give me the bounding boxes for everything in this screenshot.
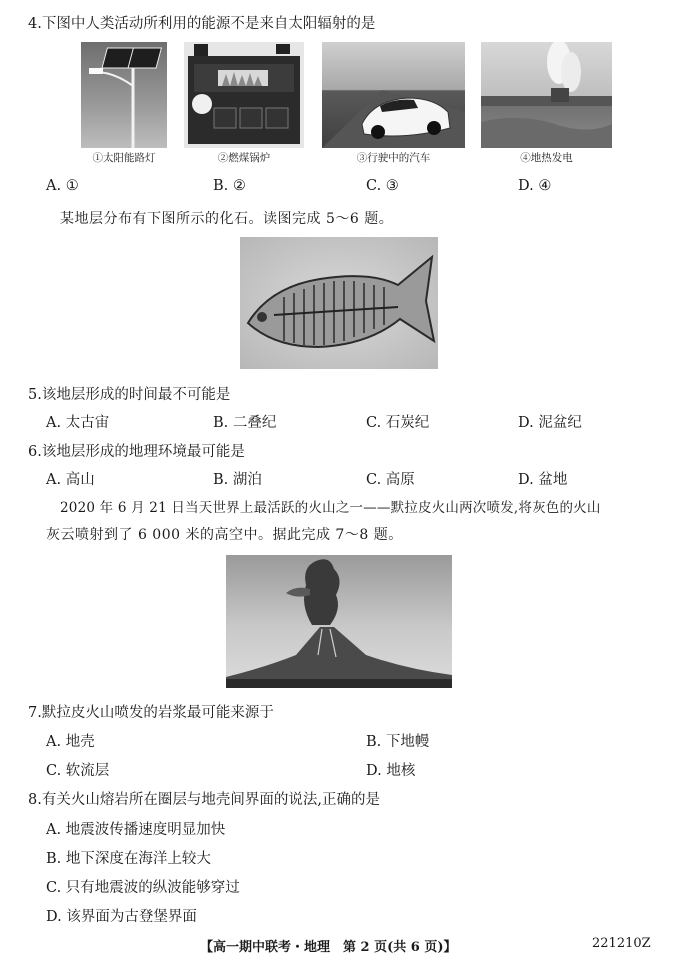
- q6-stem: 6.该地层形成的地理环境最可能是: [28, 444, 245, 460]
- intro-5-6: 某地层分布有下图所示的化石。读图完成 5～6 题。: [60, 211, 394, 227]
- q4-option-b[interactable]: B. ②: [213, 178, 246, 194]
- caption-2: ②燃煤锅炉: [217, 152, 271, 164]
- q4-option-a[interactable]: A. ①: [46, 178, 79, 194]
- q5-option-d[interactable]: D. 泥盆纪: [518, 415, 582, 431]
- q8-option-a[interactable]: A. 地震波传播速度明显加快: [46, 822, 226, 838]
- q5-option-a[interactable]: A. 太古宙: [46, 415, 110, 431]
- q6-option-a[interactable]: A. 高山: [46, 472, 95, 488]
- page-footer: 【高一期中联考・地理 第 2 页(共 6 页)】: [200, 940, 457, 955]
- volcano-eruption-image: [226, 555, 452, 688]
- q7-option-d[interactable]: D. 地核: [366, 763, 416, 779]
- intro-7-8-line1: 2020 年 6 月 21 日当天世界上最活跃的火山之一——默拉皮火山两次喷发,将灰色的火山: [60, 500, 601, 516]
- coal-boiler-image: [184, 42, 304, 148]
- q5-option-c[interactable]: C. 石炭纪: [366, 415, 430, 431]
- intro-7-8-line2: 灰云喷射到了 6 000 米的高空中。据此完成 7～8 题。: [46, 527, 403, 543]
- q6-option-b[interactable]: B. 湖泊: [213, 472, 262, 488]
- q8-stem: 8.有关火山熔岩所在圈层与地壳间界面的说法,正确的是: [28, 792, 380, 808]
- q7-option-b[interactable]: B. 下地幔: [366, 734, 430, 750]
- fish-fossil-image: [240, 237, 438, 369]
- q7-option-c[interactable]: C. 软流层: [46, 763, 110, 779]
- q8-option-d[interactable]: D. 该界面为古登堡界面: [46, 909, 197, 925]
- geothermal-plant-image: [481, 42, 612, 148]
- caption-3: ③行驶中的汽车: [356, 152, 431, 164]
- moving-car-image: [322, 42, 465, 148]
- caption-1: ①太阳能路灯: [92, 152, 156, 164]
- q6-option-c[interactable]: C. 高原: [366, 472, 415, 488]
- q4-stem: 4.下图中人类活动所利用的能源不是来自太阳辐射的是: [28, 16, 376, 32]
- q4-option-d[interactable]: D. ④: [518, 178, 552, 194]
- q8-option-c[interactable]: C. 只有地震波的纵波能够穿过: [46, 880, 240, 896]
- q7-stem: 7.默拉皮火山喷发的岩浆最可能来源于: [28, 705, 274, 721]
- caption-4: ④地热发电: [520, 152, 573, 164]
- exam-code: 221210Z: [592, 936, 651, 951]
- q7-option-a[interactable]: A. 地壳: [46, 734, 95, 750]
- solar-street-lamp-image: [81, 42, 167, 148]
- q5-option-b[interactable]: B. 二叠纪: [213, 415, 277, 431]
- q4-option-c[interactable]: C. ③: [366, 178, 399, 194]
- q5-stem: 5.该地层形成的时间最不可能是: [28, 387, 231, 403]
- q6-option-d[interactable]: D. 盆地: [518, 472, 568, 488]
- q8-option-b[interactable]: B. 地下深度在海洋上较大: [46, 851, 211, 867]
